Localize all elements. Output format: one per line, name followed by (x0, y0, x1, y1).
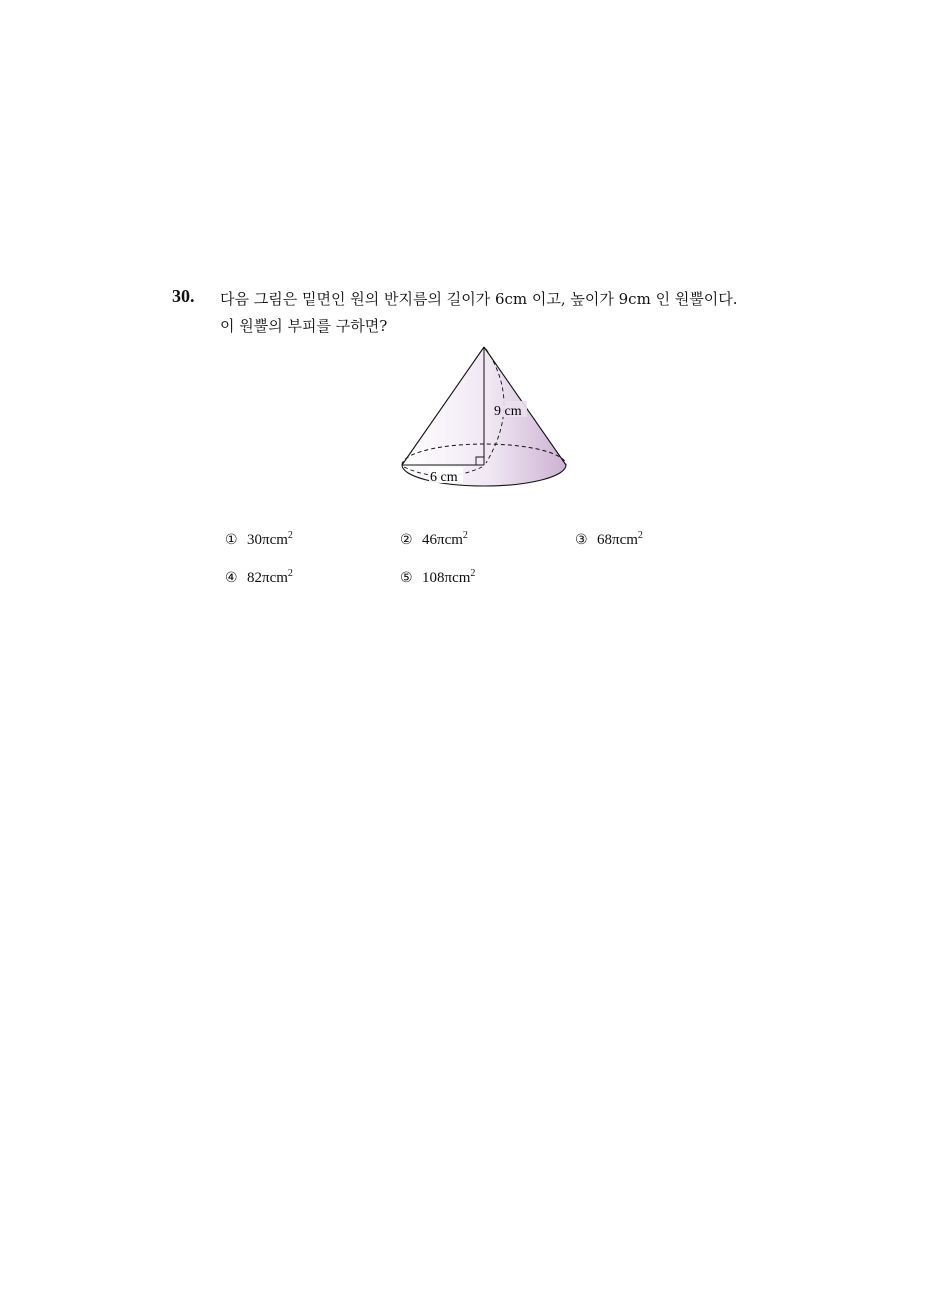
choice-4-mark: ④ (225, 570, 238, 586)
choice-2-mark: ② (400, 532, 413, 548)
choice-5-mark: ⑤ (400, 570, 413, 586)
cone-figure (398, 343, 570, 493)
choice-4-value: 82πcm (247, 570, 288, 586)
choice-3-mark: ③ (575, 532, 588, 548)
choice-2[interactable] (400, 530, 468, 549)
radius-label: 6 cm (430, 470, 458, 485)
choice-4[interactable] (225, 568, 293, 587)
choice-5[interactable] (400, 568, 475, 587)
choice-5-value: 108πcm (422, 570, 471, 586)
question-number: 30. (172, 286, 195, 306)
choice-1-exp: 2 (287, 530, 293, 541)
choice-3[interactable] (575, 530, 643, 549)
choice-4-exp: 2 (287, 568, 293, 579)
choice-5-exp: 2 (470, 568, 476, 579)
choice-1-value: 30πcm (247, 532, 288, 548)
choice-1[interactable] (225, 530, 293, 549)
choice-3-value: 68πcm (597, 532, 638, 548)
question-stem (220, 286, 780, 340)
height-label: 9 cm (494, 404, 522, 419)
question-line-2: 이 원뿔의 부피를 구하면? (220, 317, 388, 335)
choice-1-mark: ① (225, 532, 238, 548)
choice-2-exp: 2 (462, 530, 468, 541)
choice-2-value: 46πcm (422, 532, 463, 548)
question-line-1: 다음 그림은 밑면인 원의 반지름의 길이가 6cm 이고, 높이가 9cm 인 원뿔이다. (220, 290, 738, 308)
choice-3-exp: 2 (637, 530, 643, 541)
